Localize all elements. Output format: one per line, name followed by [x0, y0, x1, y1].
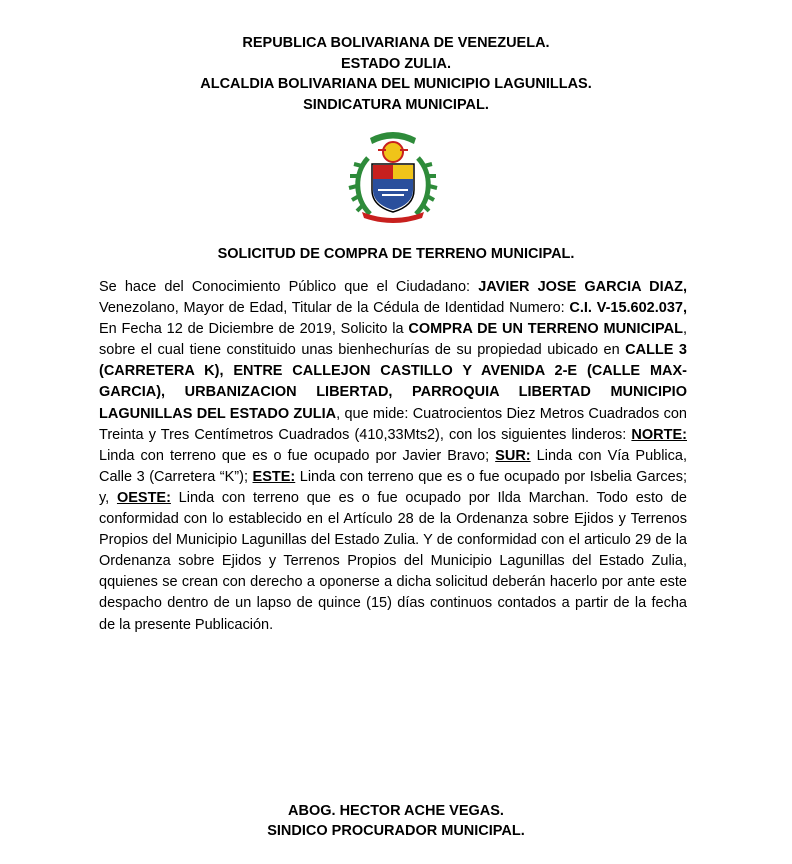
- boundary-north-text: Linda con terreno que es o fue ocupado por Javier Bravo;: [99, 447, 496, 464]
- boundary-south-text: Linda con Vía Publica, Calle 3 (Carretera “K”);: [99, 447, 687, 485]
- document-header: [0, 33, 792, 115]
- boundary-west-label: OESTE:: [116, 489, 171, 506]
- document-title: SOLICITUD DE COMPRA DE TERRENO MUNICIPAL.: [217, 246, 575, 262]
- body-text-measure: , que mide: Cuatrocientos Diez Metros Cuadrados con Treinta y Tres Centímetros Cuadrados (410,33Mts2), con los siguientes linderos:: [99, 405, 687, 443]
- header-line-state: ESTADO ZULIA.: [340, 55, 452, 72]
- header-line-republic: REPUBLICA BOLIVARIANA DE VENEZUELA.: [242, 35, 550, 51]
- boundary-south-label: SUR:: [495, 447, 531, 464]
- signatory-position: SINDICO PROCURADOR MUNICIPAL.: [267, 823, 525, 839]
- body-text-nationality: Venezolano, Mayor de Edad, Titular de la Cédula de Identidad Numero:: [99, 300, 570, 317]
- signatory-name: ABOG. HECTOR ACHE VEGAS.: [288, 803, 504, 819]
- signature-block: [0, 801, 792, 841]
- request-type: COMPRA DE UN TERRENO MUNICIPAL: [408, 321, 683, 338]
- body-text-legal: Linda con terreno que es o fue ocupado por Ilda Marchan. Todo esto de conformidad con lo establecido en el Artículo 28 de la Ordenanza sobre Ejidos y Terrenos Propios del Municipio Lagunillas del Estado Zulia. Y de conformidad con el articulo 29 de la Ordenanza sobre Ejidos y Terrenos Propios del Municipio Lagunillas del Estado Zulia, qquienes se crean con derecho a oponerse a dicha solicitud deberán hacerlo por ante este despacho dentro de un lapso de quince (15) días continuos contados a partir de la fecha de la presente Publicación.: [99, 489, 687, 633]
- header-line-alcaldia: ALCALDIA BOLIVARIANA DEL MUNICIPIO LAGUNILLAS.: [200, 76, 592, 92]
- property-address: CALLE 3 (CARRETERA K), ENTRE CALLEJON CASTILLO Y AVENIDA 2-E (CALLE MAX-GARCIA), URBANIZACION LIBERTAD, PARROQUIA LIBERTAD MUNICIPIO LAGUNILLAS DEL ESTADO ZULIA: [99, 342, 688, 422]
- boundary-north-label: NORTE:: [631, 426, 687, 443]
- boundary-east-text: Linda con terreno que es o fue ocupado por Isbelia Garces; y,: [99, 468, 687, 506]
- boundary-east-label: ESTE:: [252, 468, 296, 485]
- municipal-coat-of-arms-icon: [348, 128, 438, 223]
- identity-number: C.I. V-15.602.037,: [569, 300, 687, 317]
- citizen-name: JAVIER JOSE GARCIA DIAZ,: [478, 279, 687, 295]
- body-text-intro: Se hace del Conocimiento Público que el Ciudadano:: [99, 279, 479, 295]
- body-text-property: , sobre el cual tiene constituido unas bienhechurías de su propiedad ubicado en: [99, 321, 687, 359]
- body-text-date: En Fecha 12 de Diciembre de 2019, Solicito la: [99, 321, 409, 338]
- header-line-sindicatura: SINDICATURA MUNICIPAL.: [303, 96, 489, 113]
- publication-body: [99, 277, 687, 636]
